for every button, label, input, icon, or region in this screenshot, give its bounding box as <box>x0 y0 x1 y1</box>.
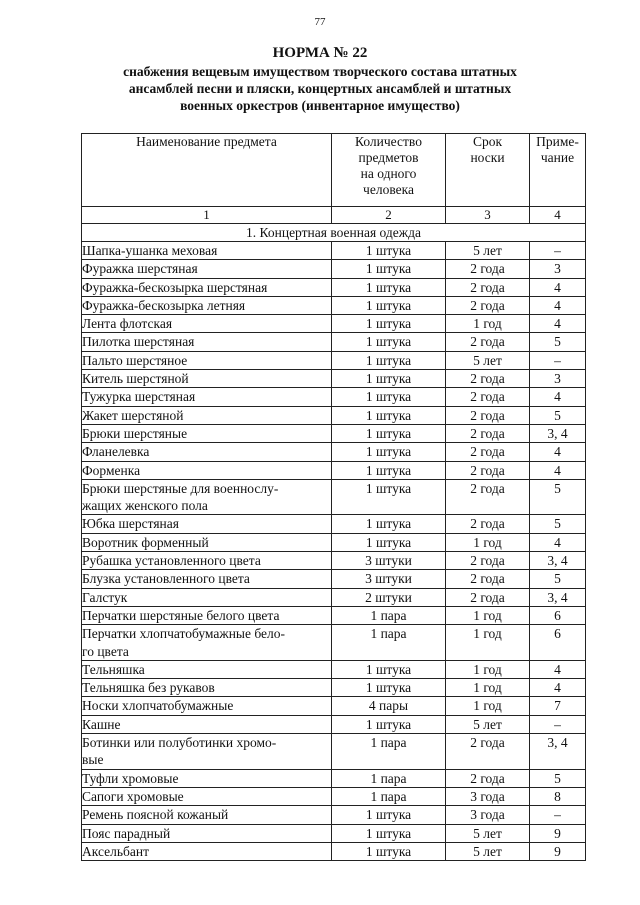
item-term: 2 года <box>446 443 530 461</box>
table-row <box>82 824 586 842</box>
item-name-cell <box>82 660 332 678</box>
item-term: 1 год <box>446 660 530 678</box>
item-quantity: 1 штука <box>332 351 446 369</box>
document-title: НОРМА № 22 <box>272 45 368 61</box>
item-name-line: Пальто шерстяное <box>82 352 188 368</box>
item-note: 9 <box>530 842 586 860</box>
item-note: 8 <box>530 787 586 805</box>
item-name-cell <box>82 315 332 333</box>
item-name-cell <box>82 242 332 260</box>
norm-table <box>81 133 586 861</box>
table-row <box>82 533 586 551</box>
header-item-name: Наименование предмета <box>82 134 332 207</box>
item-note: 4 <box>530 533 586 551</box>
item-quantity: 1 пара <box>332 769 446 787</box>
document-subtitle-line-1: снабжения вещевым имуществом творческого состава штатных <box>123 64 517 79</box>
item-note: 6 <box>530 625 586 661</box>
item-quantity: 1 пара <box>332 787 446 805</box>
item-note: 6 <box>530 606 586 624</box>
item-quantity: 1 пара <box>332 606 446 624</box>
item-name-cell <box>82 296 332 314</box>
item-name-cell <box>82 370 332 388</box>
item-term: 1 год <box>446 697 530 715</box>
item-quantity: 2 штуки <box>332 588 446 606</box>
item-note: – <box>530 242 586 260</box>
item-name-line: Фуражка-бескозырка шерстяная <box>82 279 268 295</box>
item-note: 3 <box>530 260 586 278</box>
item-term: 5 лет <box>446 842 530 860</box>
table-row <box>82 479 586 515</box>
item-quantity: 1 штука <box>332 333 446 351</box>
item-note: 5 <box>530 479 586 515</box>
item-term: 2 года <box>446 388 530 406</box>
table-row <box>82 315 586 333</box>
item-note: 3, 4 <box>530 734 586 770</box>
document-header <box>70 44 570 114</box>
item-name-cell <box>82 734 332 770</box>
item-term: 5 лет <box>446 824 530 842</box>
item-name-line: Туфли хромовые <box>82 770 179 786</box>
item-name-line: Блузка установленного цвета <box>82 571 250 587</box>
item-name-line: Шапка-ушанка меховая <box>82 243 218 258</box>
column-number-row <box>82 207 586 224</box>
table-row <box>82 806 586 824</box>
item-note: – <box>530 715 586 733</box>
item-term: 1 год <box>446 625 530 661</box>
item-note: 3, 4 <box>530 552 586 570</box>
item-term: 5 лет <box>446 351 530 369</box>
item-note: 3, 4 <box>530 588 586 606</box>
item-name-cell <box>82 278 332 296</box>
item-quantity: 1 штука <box>332 370 446 388</box>
table-row <box>82 443 586 461</box>
item-name-cell <box>82 443 332 461</box>
table-row <box>82 388 586 406</box>
item-term: 2 года <box>446 333 530 351</box>
table-row <box>82 734 586 770</box>
item-term: 1 год <box>446 606 530 624</box>
item-note: 7 <box>530 697 586 715</box>
item-note: 5 <box>530 570 586 588</box>
item-quantity: 1 штука <box>332 443 446 461</box>
item-name-line: Рубашка установленного цвета <box>82 553 261 569</box>
item-name-cell <box>82 388 332 406</box>
item-quantity: 1 штука <box>332 715 446 733</box>
item-note: 4 <box>530 296 586 314</box>
item-name-cell <box>82 842 332 860</box>
table-row <box>82 842 586 860</box>
item-quantity: 3 штуки <box>332 570 446 588</box>
table-header-row <box>82 134 586 207</box>
item-name-line: жащих женского пола <box>82 498 208 514</box>
item-term: 2 года <box>446 552 530 570</box>
header-quantity: Количество предметов на одного человека <box>332 134 446 207</box>
item-quantity: 1 штука <box>332 315 446 333</box>
item-name-line: Перчатки шерстяные белого цвета <box>82 607 280 623</box>
item-name-line: Воротник форменный <box>82 534 209 550</box>
table-body <box>82 242 586 861</box>
item-name-line: Ботинки или полуботинки хромо- <box>82 735 277 751</box>
item-term: 3 года <box>446 806 530 824</box>
item-name-line: Пояс парадный <box>82 825 171 841</box>
item-note: – <box>530 351 586 369</box>
item-term: 2 года <box>446 260 530 278</box>
item-quantity: 1 штука <box>332 660 446 678</box>
item-quantity: 1 штука <box>332 388 446 406</box>
table-row <box>82 606 586 624</box>
table-row <box>82 296 586 314</box>
item-name-cell <box>82 461 332 479</box>
item-quantity: 1 штука <box>332 533 446 551</box>
table-row <box>82 625 586 661</box>
item-name-line: Носки хлопчатобумажные <box>82 698 234 714</box>
document-subtitle-line-2: ансамблей песни и пляски, концертных ансамблей и штатных <box>128 81 512 96</box>
table-row <box>82 242 586 260</box>
item-term: 2 года <box>446 424 530 442</box>
item-term: 2 года <box>446 769 530 787</box>
item-name-line: Брюки шерстяные <box>82 425 188 441</box>
document-subtitle-line-3: военных оркестров (инвентарное имущество) <box>180 98 460 113</box>
column-number: 2 <box>332 207 446 224</box>
item-quantity: 1 пара <box>332 625 446 661</box>
section-row <box>82 224 586 242</box>
item-name-cell <box>82 570 332 588</box>
item-name-line: Ремень поясной кожаный <box>82 807 229 823</box>
item-note: 4 <box>530 660 586 678</box>
item-quantity: 1 штука <box>332 806 446 824</box>
item-note: 4 <box>530 278 586 296</box>
item-name-line: Сапоги хромовые <box>82 788 184 804</box>
item-name-line: Брюки шерстяные для военнослу- <box>82 480 279 496</box>
item-name-line: вые <box>82 752 104 768</box>
table-row <box>82 769 586 787</box>
item-quantity: 1 штука <box>332 461 446 479</box>
item-name-line: Тельняшка <box>82 661 145 677</box>
item-note: 3 <box>530 370 586 388</box>
item-name-cell <box>82 260 332 278</box>
item-note: 4 <box>530 461 586 479</box>
item-note: 4 <box>530 388 586 406</box>
item-term: 5 лет <box>446 715 530 733</box>
item-term: 2 года <box>446 570 530 588</box>
item-name-line: Тельняшка без рукавов <box>82 680 215 696</box>
item-name-cell <box>82 787 332 805</box>
table-row <box>82 588 586 606</box>
item-note: 5 <box>530 406 586 424</box>
column-number: 4 <box>530 207 586 224</box>
item-name-cell <box>82 515 332 533</box>
item-term: 2 года <box>446 406 530 424</box>
item-name-cell <box>82 679 332 697</box>
column-number: 1 <box>82 207 332 224</box>
item-note: 4 <box>530 443 586 461</box>
item-name-line: Кашне <box>82 716 121 732</box>
item-name-line: Аксельбант <box>82 843 149 859</box>
table-row <box>82 715 586 733</box>
item-term: 1 год <box>446 679 530 697</box>
item-term: 3 года <box>446 787 530 805</box>
item-note: 5 <box>530 769 586 787</box>
item-note: 4 <box>530 679 586 697</box>
item-term: 2 года <box>446 461 530 479</box>
item-name-cell <box>82 588 332 606</box>
item-name-cell <box>82 769 332 787</box>
item-quantity: 1 штука <box>332 679 446 697</box>
item-name-line: Фуражка шерстяная <box>82 261 198 277</box>
item-term: 2 года <box>446 278 530 296</box>
item-name-line: Лента флотская <box>82 316 173 332</box>
table-row <box>82 278 586 296</box>
table-row <box>82 260 586 278</box>
column-number: 3 <box>446 207 530 224</box>
item-quantity: 1 штука <box>332 406 446 424</box>
item-note: 5 <box>530 515 586 533</box>
table-row <box>82 424 586 442</box>
item-name-line: Пилотка шерстяная <box>82 334 195 350</box>
item-term: 5 лет <box>446 242 530 260</box>
item-quantity: 1 штука <box>332 824 446 842</box>
item-quantity: 1 штука <box>332 479 446 515</box>
item-name-line: Форменка <box>82 462 141 478</box>
item-name-line: го цвета <box>82 643 129 659</box>
item-name-line: Тужурка шерстяная <box>82 389 196 405</box>
table-row <box>82 461 586 479</box>
item-quantity: 1 штука <box>332 515 446 533</box>
table-row <box>82 351 586 369</box>
table-row <box>82 570 586 588</box>
item-name-cell <box>82 424 332 442</box>
item-name-cell <box>82 406 332 424</box>
item-quantity: 1 штука <box>332 296 446 314</box>
item-quantity: 1 штука <box>332 260 446 278</box>
item-note: 3, 4 <box>530 424 586 442</box>
table-row <box>82 370 586 388</box>
section-title: 1. Концертная военная одежда <box>82 224 586 242</box>
item-name-line: Фланелевка <box>82 444 150 460</box>
item-quantity: 4 пары <box>332 697 446 715</box>
item-term: 1 год <box>446 533 530 551</box>
item-term: 1 год <box>446 315 530 333</box>
header-term: Срок носки <box>446 134 530 207</box>
table-row <box>82 552 586 570</box>
item-quantity: 1 штука <box>332 424 446 442</box>
table-row <box>82 515 586 533</box>
header-note: Приме- чание <box>530 134 586 207</box>
item-name-cell <box>82 533 332 551</box>
table-row <box>82 787 586 805</box>
item-note: 4 <box>530 315 586 333</box>
item-name-line: Галстук <box>82 589 128 605</box>
item-name-line: Юбка шерстяная <box>82 516 179 532</box>
page-number: 77 <box>314 16 326 28</box>
table-row <box>82 660 586 678</box>
item-term: 2 года <box>446 515 530 533</box>
item-name-line: Перчатки хлопчатобумажные бело- <box>82 626 286 642</box>
item-name-cell <box>82 715 332 733</box>
item-name-cell <box>82 333 332 351</box>
table-row <box>82 679 586 697</box>
item-quantity: 1 штука <box>332 278 446 296</box>
item-term: 2 года <box>446 588 530 606</box>
item-name-cell <box>82 351 332 369</box>
item-term: 2 года <box>446 296 530 314</box>
item-name-cell <box>82 824 332 842</box>
item-term: 2 года <box>446 479 530 515</box>
item-note: – <box>530 806 586 824</box>
item-name-line: Фуражка-бескозырка летняя <box>82 297 246 313</box>
item-quantity: 3 штуки <box>332 552 446 570</box>
item-name-cell <box>82 697 332 715</box>
item-term: 2 года <box>446 370 530 388</box>
item-name-cell <box>82 625 332 661</box>
item-note: 5 <box>530 333 586 351</box>
item-note: 9 <box>530 824 586 842</box>
item-name-cell <box>82 479 332 515</box>
table-row <box>82 406 586 424</box>
item-quantity: 1 штука <box>332 242 446 260</box>
item-name-cell <box>82 606 332 624</box>
table-row <box>82 333 586 351</box>
item-name-line: Жакет шерстяной <box>82 407 184 423</box>
item-name-cell <box>82 806 332 824</box>
item-quantity: 1 штука <box>332 842 446 860</box>
item-name-cell <box>82 552 332 570</box>
table-row <box>82 697 586 715</box>
item-quantity: 1 пара <box>332 734 446 770</box>
item-name-line: Китель шерстяной <box>82 371 189 387</box>
item-term: 2 года <box>446 734 530 770</box>
